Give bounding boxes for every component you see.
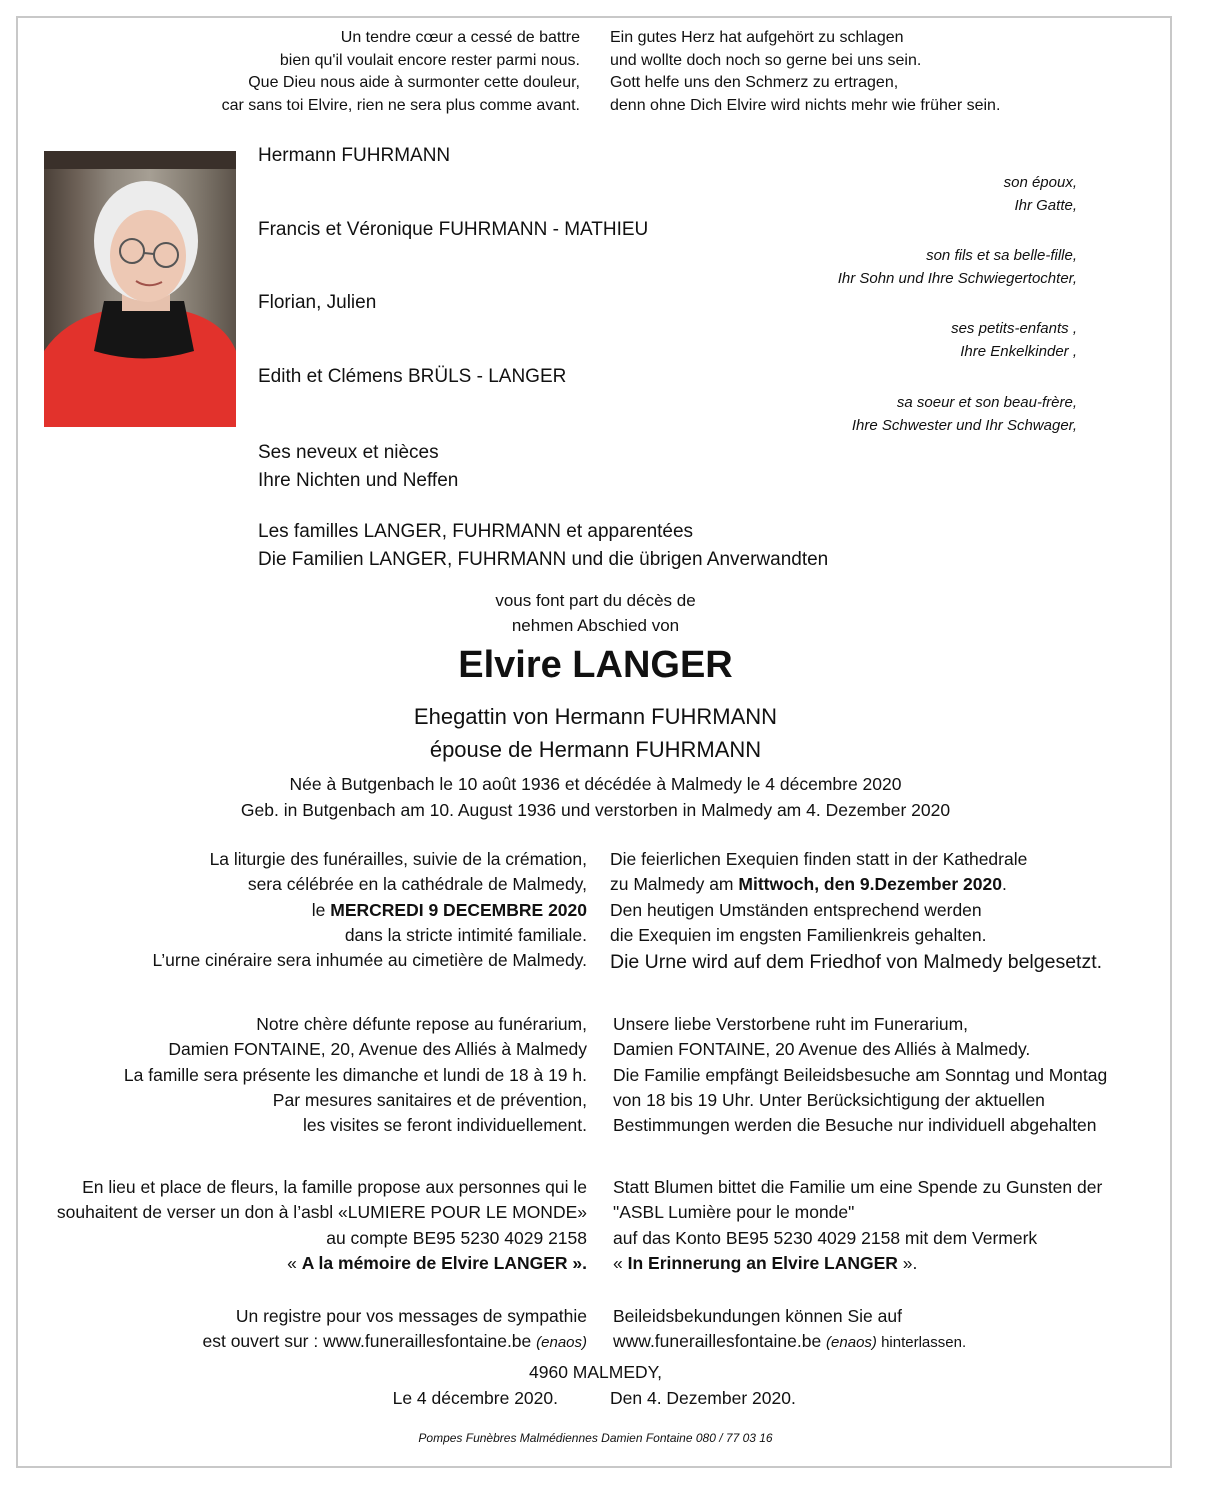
nephews-block (258, 439, 458, 495)
website-link[interactable]: www.funeraillesfontaine.be (613, 1331, 827, 1352)
text-span: « (613, 1252, 628, 1273)
text-line (613, 1329, 966, 1355)
family-name: Edith et Clémens BRÜLS - LANGER (258, 366, 567, 387)
date-de: Den 4. Dezember 2020. (610, 1388, 796, 1408)
liturgy-fr (153, 847, 587, 973)
families-de: Die Familien LANGER, FUHRMANN und die übrigen Anverwandten (258, 549, 829, 570)
announce-fr: vous font part du décès de (495, 591, 696, 610)
relation-de: Ihre Enkelkinder , (960, 343, 1077, 360)
donation-fr (57, 1175, 587, 1276)
text-line: En lieu et place de fleurs, la famille propose aux personnes qui le (82, 1177, 587, 1197)
text-span: ». (897, 1252, 918, 1273)
family-relation (951, 317, 1077, 363)
text-line (202, 1329, 587, 1355)
registry-fr (202, 1304, 587, 1356)
poem-line: Gott helfe uns den Schmerz zu ertragen, (610, 74, 899, 91)
poem-line: Un tendre cœur a cessé de battre (340, 29, 580, 46)
poem-german (610, 27, 1000, 117)
text-line (610, 872, 1102, 897)
deceased-name: Elvire LANGER (458, 644, 733, 686)
text-line: Die Familie empfängt Beileidsbesuche am Sonntag und Montag (613, 1064, 1108, 1085)
text-line: Notre chère défunte repose au funérarium, (256, 1014, 587, 1034)
donation-reference-de: In Erinnerung an Elvire LANGER (627, 1252, 898, 1273)
text-span: le (311, 899, 331, 920)
text-line: Par mesures sanitaires et de prévention, (272, 1089, 587, 1110)
birth-death-fr: Née à Butgenbach le 10 août 1936 et décédée à Malmedy le 4 décembre 2020 (289, 774, 902, 794)
text-line (613, 1251, 1102, 1276)
donation-de (613, 1175, 1102, 1276)
relation-fr: ses petits-enfants , (951, 320, 1077, 337)
text-line: souhaitent de verser un don à l’asbl «LUMIERE POUR LE MONDE» (56, 1202, 587, 1223)
spouse-block (0, 700, 1191, 766)
text-line: die Exequien im engsten Familienkreis gehalten. (610, 924, 987, 945)
text-line: Statt Blumen bittet die Familie um eine Spende zu Gunsten der (613, 1177, 1103, 1197)
poem-line: denn ohne Dich Elvire wird nichts mehr wie früher sein. (610, 96, 1001, 114)
announcement (0, 588, 1191, 638)
text-span: (enaos) (826, 1334, 877, 1352)
family-name: Francis et Véronique FUHRMANN - MATHIEU (258, 219, 649, 240)
website-link[interactable]: est ouvert sur : www.funeraillesfontaine.be (202, 1331, 537, 1352)
relation-fr: son fils et sa belle-fille, (926, 247, 1077, 264)
poem-line: Ein gutes Herz hat aufgehört zu schlagen (610, 29, 904, 46)
text-line: Unsere liebe Verstorbene ruht im Funerarium, (613, 1014, 969, 1034)
poem-french (222, 27, 580, 117)
text-line: les visites se feront individuellement. (302, 1115, 587, 1136)
birth-death-block (0, 771, 1191, 823)
spouse-fr: épouse de Hermann FUHRMANN (429, 737, 762, 762)
funerarium-de (613, 1012, 1107, 1138)
text-line: L’urne cinéraire sera inhumée au cimetière de Malmedy. (152, 950, 587, 971)
text-line: Den heutigen Umständen entsprechend werden (610, 899, 982, 920)
footer-funeral-home: Pompes Funèbres Malmédiennes Damien Fontaine 080 / 77 03 16 (418, 1431, 773, 1445)
birth-death-de: Geb. in Butgenbach am 10. August 1936 und verstorben in Malmedy am 4. Dezember 2020 (240, 800, 951, 820)
text-line (153, 898, 587, 923)
poem-line: und wollte doch noch so gerne bei uns sein. (610, 51, 922, 69)
text-line: Damien FONTAINE, 20, Avenue des Alliés à Malmedy (168, 1039, 587, 1060)
text-line: dans la stricte intimité familiale. (344, 924, 587, 945)
place: 4960 MALMEDY, (529, 1362, 662, 1382)
funerarium-fr (124, 1012, 587, 1138)
donation-reference-fr: A la mémoire de Elvire LANGER (301, 1252, 568, 1273)
text-line: Damien FONTAINE, 20 Avenue des Alliés à Malmedy. (613, 1039, 1031, 1060)
text-span: . (1001, 874, 1007, 895)
poem-line: Que Dieu nous aide à surmonter cette douleur, (248, 74, 580, 91)
registry-de (613, 1304, 966, 1356)
ceremony-date-fr: MERCREDI 9 DECEMBRE 2020 (330, 899, 587, 920)
family-name: Hermann FUHRMANN (258, 145, 451, 166)
family-relation (1004, 171, 1077, 217)
text-line: Die Urne wird auf dem Friedhof von Malmedy belgesetzt. (610, 951, 1103, 974)
text-span: zu Malmedy am (610, 874, 739, 895)
text-line: von 18 bis 19 Uhr. Unter Berücksichtigung der aktuellen (613, 1089, 1045, 1110)
relation-de: Ihre Schwester und Ihr Schwager, (851, 417, 1077, 434)
relation-fr: sa soeur et son beau-frère, (896, 394, 1077, 411)
text-line: La liturgie des funérailles, suivie de la crémation, (209, 849, 587, 869)
spouse-de: Ehegattin von Hermann FUHRMANN (413, 704, 778, 729)
relation-de: Ihr Sohn und Ihre Schwiegertochter, (837, 270, 1077, 287)
text-line: Die feierlichen Exequien finden statt in der Kathedrale (610, 849, 1028, 869)
liturgy-de (610, 847, 1102, 975)
relation-de: Ihr Gatte, (1014, 197, 1077, 214)
portrait-illustration (44, 151, 236, 427)
bank-account: auf das Konto BE95 5230 4029 2158 mit dem Vermerk (613, 1227, 1038, 1248)
poem-line: car sans toi Elvire, rien ne sera plus comme avant. (221, 96, 580, 114)
text-line: "ASBL Lumière pour le monde" (613, 1202, 855, 1223)
families-block (258, 518, 828, 574)
portrait-photo (44, 151, 236, 427)
text-span: (enaos) (536, 1334, 587, 1352)
text-span: hinterlassen. (876, 1334, 967, 1352)
poem-line: bien qu'il voulait encore rester parmi nous. (279, 51, 580, 69)
text-line: Un registre pour vos messages de sympathie (235, 1306, 587, 1326)
text-line: sera célébrée en la cathédrale de Malmedy, (247, 874, 587, 895)
ceremony-date-de: Mittwoch, den 9.Dezember 2020 (738, 874, 1002, 895)
nephews-fr: Ses neveux et nièces (258, 442, 439, 463)
family-name: Florian, Julien (258, 292, 377, 313)
bank-account: au compte BE95 5230 4029 2158 (326, 1227, 587, 1248)
families-fr: Les familles LANGER, FUHRMANN et apparentées (258, 521, 694, 542)
announce-de: nehmen Abschied von (511, 616, 680, 635)
family-relation (852, 391, 1077, 437)
text-line: La famille sera présente les dimanche et lundi de 18 à 19 h. (123, 1064, 587, 1085)
text-line: Beileidsbekundungen können Sie auf (613, 1306, 902, 1326)
nephews-de: Ihre Nichten und Neffen (258, 470, 459, 491)
text-line: Bestimmungen werden die Besuche nur individuell abgehalten (613, 1115, 1097, 1136)
relation-fr: son époux, (1003, 174, 1077, 191)
text-span: ». (567, 1252, 587, 1273)
date-fr: Le 4 décembre 2020. (392, 1388, 558, 1408)
text-line (57, 1251, 587, 1276)
text-span: « (287, 1252, 302, 1273)
family-relation (838, 244, 1077, 290)
